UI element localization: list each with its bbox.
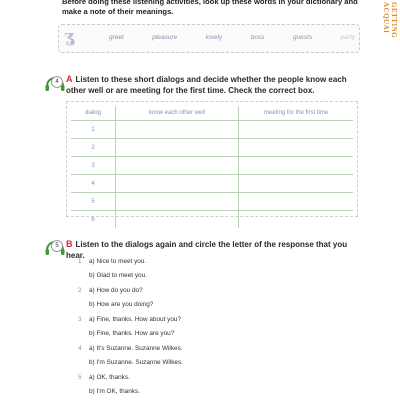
answer-table-box [66,101,358,223]
option-b[interactable]: b) How are you doing? [89,300,154,308]
track-number: 5 [51,240,63,252]
checkbox-cell[interactable] [116,139,239,157]
exercise-text: Listen to the dialogs again and circle the letter of the response that you hear. [66,240,348,260]
checkbox-cell[interactable] [116,211,239,229]
audio-track-badge-a[interactable] [44,72,66,94]
checkbox-cell[interactable] [116,193,239,211]
checkbox-cell[interactable] [239,157,354,175]
dialog-number: 5 [71,193,116,211]
audio-track-badge-b[interactable] [44,236,66,258]
list-item [78,345,358,367]
vocab-word: lovely [205,34,223,41]
table-row [71,211,353,229]
vocab-word: pleasure [152,34,178,41]
exercise-letter: B [66,239,73,249]
dictionary-icon: ʓ [64,26,75,47]
option-a[interactable]: a) OK, thanks. [89,374,130,381]
option-a[interactable]: a) How do you do? [89,287,143,294]
option-b[interactable]: b) Fine, thanks. How are you? [89,329,175,337]
dialog-number: 6 [71,211,116,229]
table-row [71,193,353,211]
exercise-a-instruction [66,74,356,96]
option-b[interactable]: b) I'm Suzanne. Suzanne Wilkes. [89,358,183,366]
list-item [78,374,358,396]
item-number: 4 [78,345,82,352]
dialog-number: 2 [71,139,116,157]
vocab-word: party [340,34,355,41]
answer-table [71,106,353,228]
dialog-number: 3 [71,157,116,175]
option-b[interactable]: b) Glad to meet you. [89,271,147,279]
chapter-side-tab [382,0,400,70]
item-number: 2 [78,287,82,294]
exercise-text: Listen to these short dialogs and decide whether the people know each other well or are meeting for the first time. Check the correct box. [66,75,347,95]
vocabulary-list [109,34,355,41]
item-number: 3 [78,316,82,323]
table-row [71,157,353,175]
chapter-side-label: GETTING ACQUAI [382,2,398,39]
option-a[interactable]: a) It's Suzanne. Suzanne Wilkes. [89,345,183,352]
table-row [71,175,353,193]
checkbox-cell[interactable] [239,211,354,229]
dialog-number: 1 [91,126,95,133]
option-b[interactable]: b) I'm OK, thanks. [89,387,140,395]
vocab-word: greet [109,34,124,41]
column-header: dialog [71,106,116,121]
vocab-word: guests [292,34,313,41]
list-item [78,287,358,309]
checkbox-cell[interactable] [239,121,354,139]
checkbox-cell[interactable] [239,139,354,157]
vocab-word: boss [250,34,265,41]
checkbox-cell[interactable] [239,175,354,193]
checkbox-cell[interactable] [116,157,239,175]
intro-text: Before doing these listening activities, look up these words in your dictionary and make a note of their meanings. [62,0,358,16]
column-header: meeting for the first time [239,106,354,121]
list-item [78,258,358,280]
option-a[interactable]: a) Nice to meet you. [89,258,147,265]
list-item [78,316,358,338]
item-number: 5 [78,374,82,381]
option-a[interactable]: a) Fine, thanks. How about you? [89,316,182,323]
track-number: 4 [51,76,63,88]
vocabulary-box [58,24,360,53]
item-number: 1 [78,258,82,265]
exercise-letter: A [66,74,73,84]
table-row [71,121,353,139]
column-header: know each other well [116,106,239,121]
response-list [78,258,358,403]
checkbox-cell[interactable] [116,175,239,193]
checkbox-cell[interactable] [239,193,354,211]
table-row [71,139,353,157]
dialog-number: 4 [71,175,116,193]
checkbox-cell[interactable] [116,121,239,139]
